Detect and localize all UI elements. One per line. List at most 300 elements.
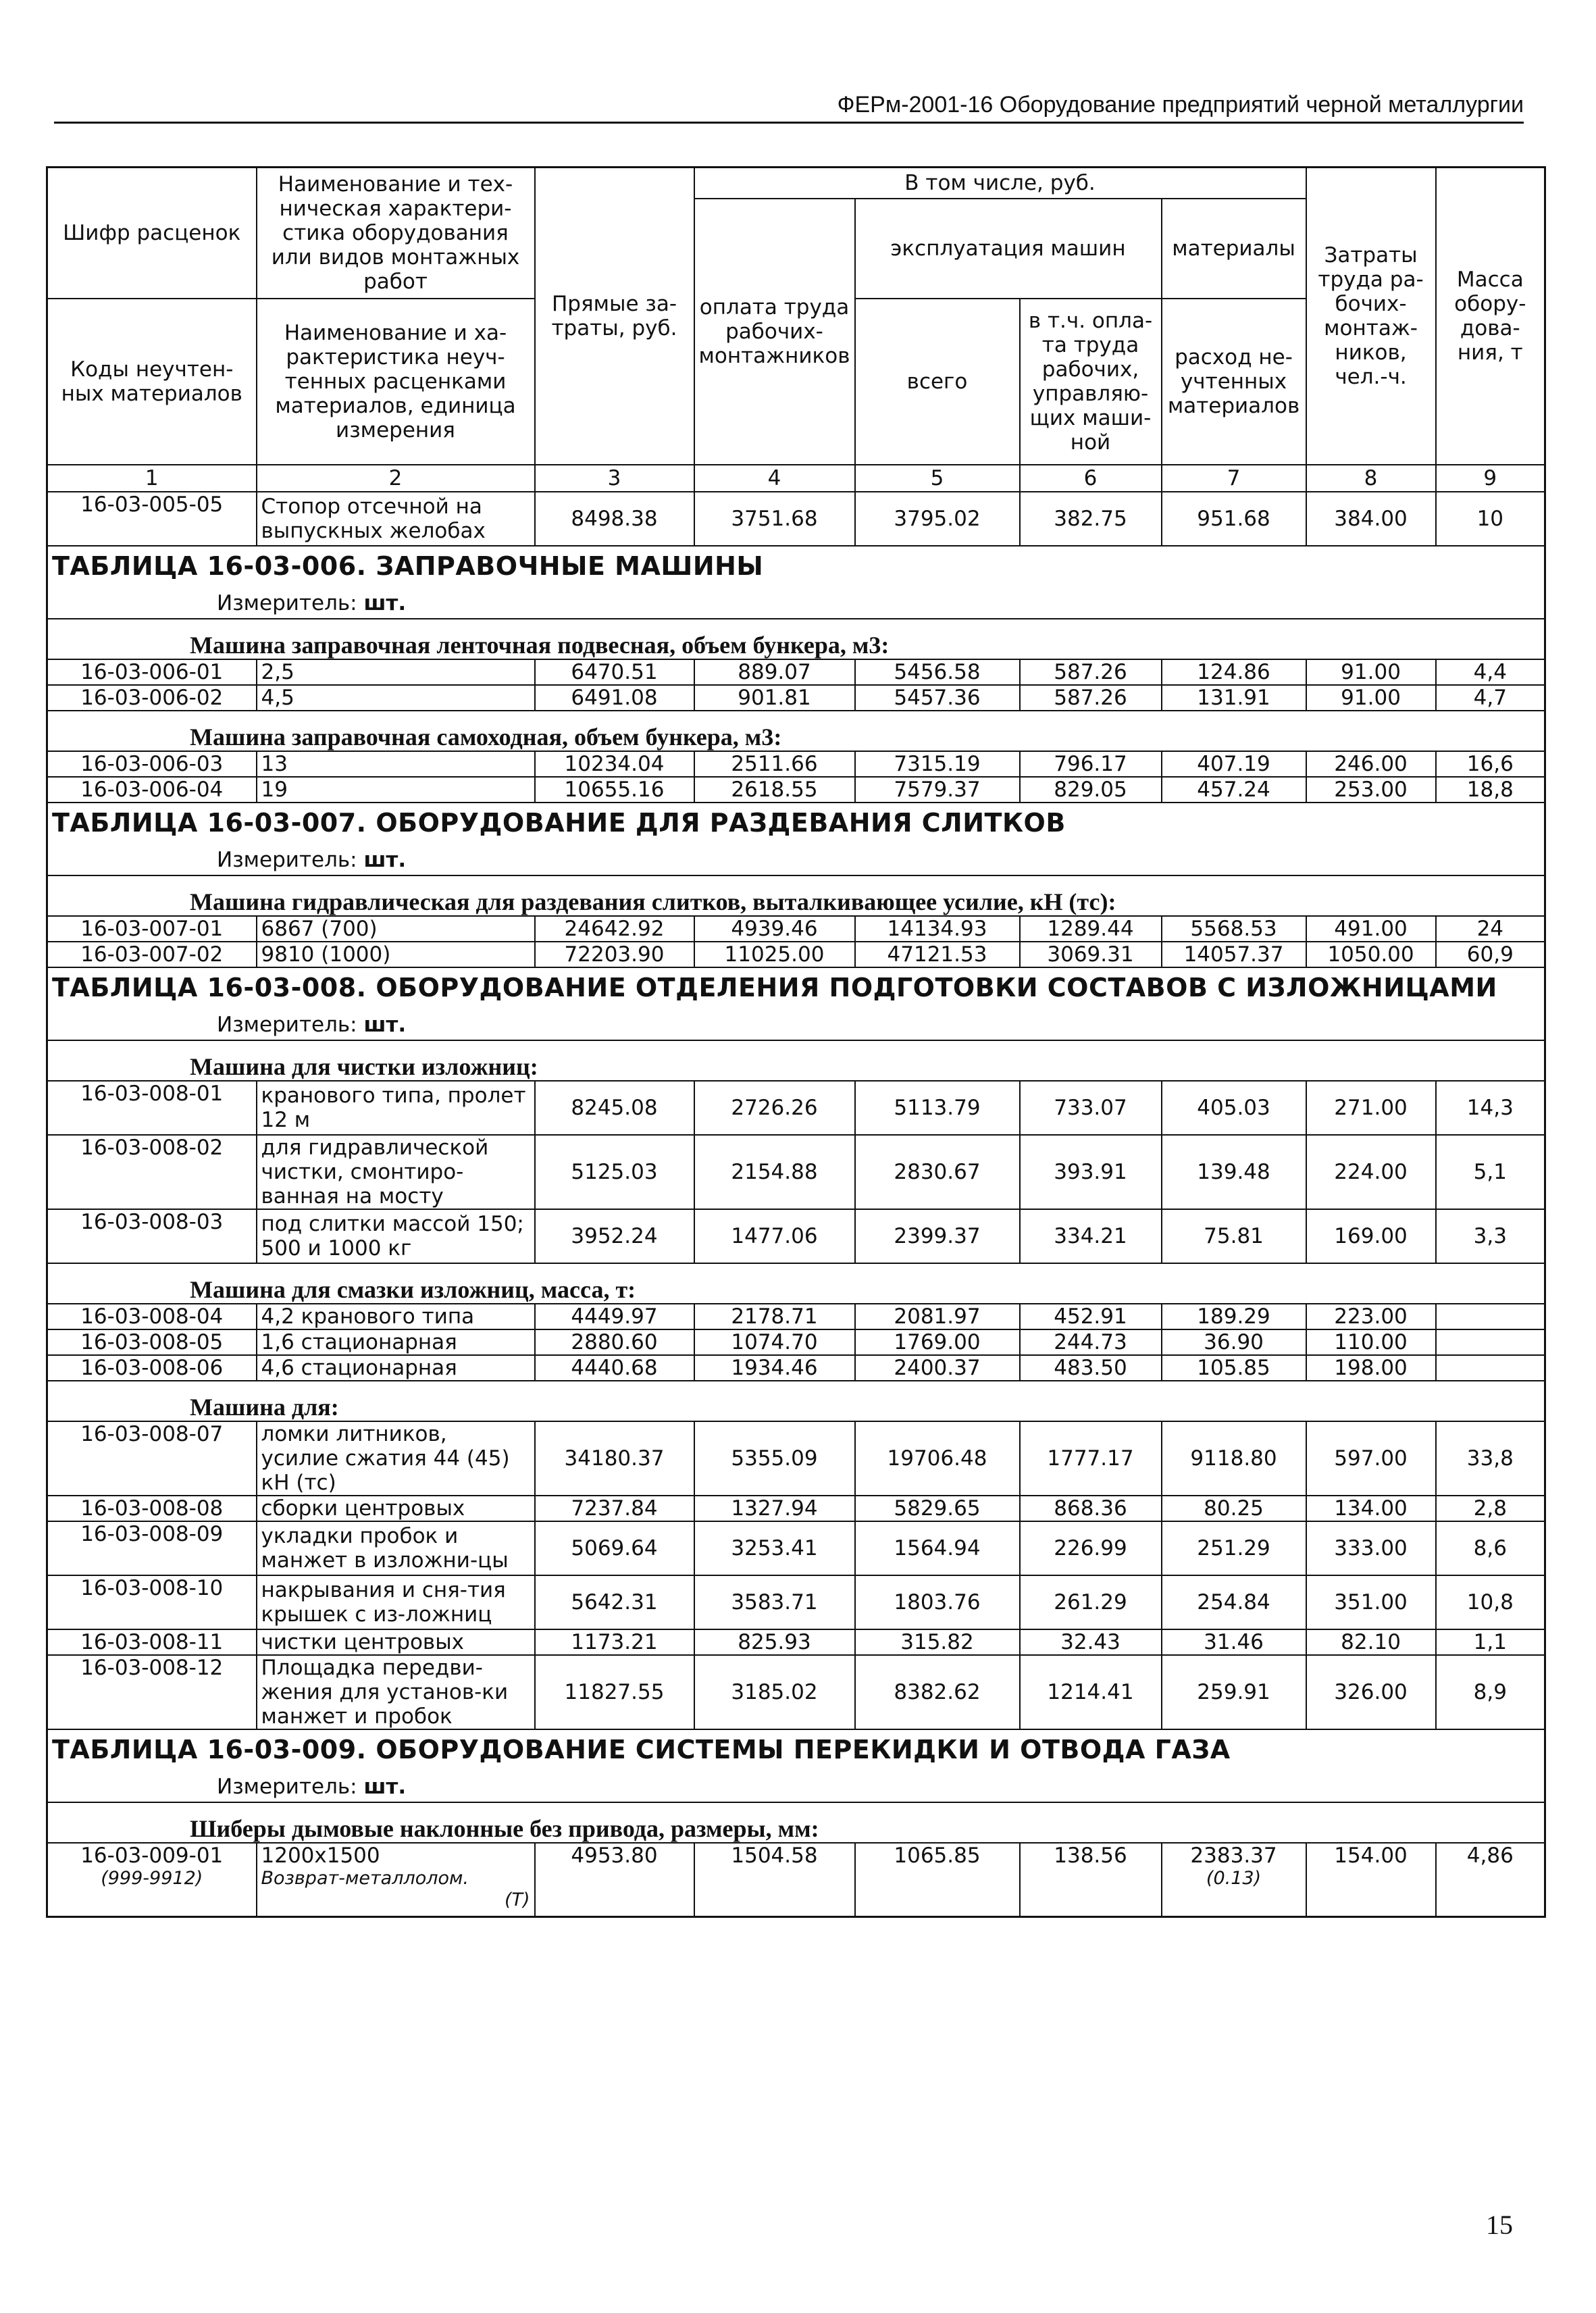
row-name: 19 <box>261 777 288 802</box>
row-value-text: 91.00 <box>1341 659 1401 684</box>
row-value-text: 2880.60 <box>571 1329 658 1354</box>
row-name-cell <box>257 916 535 942</box>
row-value <box>535 1496 694 1521</box>
row-value-text: 901.81 <box>738 685 811 710</box>
row-name: 9810 (1000) <box>261 942 391 967</box>
table-row <box>47 1496 1545 1521</box>
row-value-text: 253.00 <box>1334 777 1408 802</box>
row-value <box>694 916 855 942</box>
row-value-text: 14057.37 <box>1183 942 1284 967</box>
row-code: 16-03-008-05 <box>80 1329 224 1354</box>
row-value <box>535 942 694 967</box>
row-value-text: 91.00 <box>1341 685 1401 710</box>
row-value <box>1436 1843 1545 1917</box>
header-name: Наименование и тех-ническая характери-стика оборудования или видов монтажных работ <box>257 168 535 299</box>
row-value <box>1020 751 1162 777</box>
row-value <box>1306 1629 1436 1655</box>
row-value-text: 5125.03 <box>571 1159 658 1184</box>
row-value <box>694 1329 855 1355</box>
row-value <box>855 777 1020 803</box>
row-value <box>1162 916 1306 942</box>
row-value <box>1162 777 1306 803</box>
row-value: 10 <box>1436 492 1545 546</box>
measure-cell <box>47 588 1545 619</box>
header-including: В том числе, руб. <box>694 168 1306 199</box>
row-value <box>694 1135 855 1209</box>
row-value <box>1436 777 1545 803</box>
row-name: чистки центровых <box>261 1629 465 1654</box>
row-value-text: 110.00 <box>1334 1329 1408 1354</box>
row-value <box>1436 1575 1545 1629</box>
row-value <box>1306 1421 1436 1496</box>
measure-unit: шт. <box>363 847 407 872</box>
row-value <box>855 1655 1020 1729</box>
row-value <box>1020 777 1162 803</box>
row-code-cell <box>47 1496 257 1521</box>
row-value <box>1306 1655 1436 1729</box>
row-value-text: 254.84 <box>1197 1590 1270 1615</box>
row-name-cell <box>257 1329 535 1355</box>
row-value <box>1162 1521 1306 1575</box>
row-value <box>1162 1496 1306 1521</box>
column-number: 7 <box>1162 465 1306 492</box>
row-name: сборки центровых <box>261 1496 465 1521</box>
row-value <box>1436 751 1545 777</box>
row-value-text: 2618.55 <box>731 777 818 802</box>
row-value-text: 3069.31 <box>1047 942 1134 967</box>
row-value-text: 24 <box>1476 916 1504 941</box>
row-value-text: 6491.08 <box>571 685 658 710</box>
row-value <box>1162 1655 1306 1729</box>
row-value <box>1436 1629 1545 1655</box>
row-value <box>855 659 1020 685</box>
row-value <box>1306 942 1436 967</box>
row-name-cell <box>257 1496 535 1521</box>
table-row <box>47 777 1545 803</box>
row-value <box>1306 1575 1436 1629</box>
row-value-text: 1214.41 <box>1047 1679 1134 1704</box>
row-name-cell <box>257 1655 535 1729</box>
row-name: 4,5 <box>261 685 294 710</box>
row-value <box>1306 685 1436 711</box>
measure-label: Измеритель: <box>217 1774 364 1799</box>
table-title-row <box>47 1729 1545 1772</box>
row-value-text: 7237.84 <box>571 1496 658 1521</box>
row-code: 16-03-008-01 <box>80 1081 224 1106</box>
header-equipment-mass: Масса обору-дова-ния, т <box>1436 168 1545 465</box>
header-unaccounted-materials-name: Наименование и ха-рактеристика неуч-тенных расценками материалов, единица измерения <box>257 299 535 465</box>
header-labor-costs: Затраты труда ра-бочих-монтаж-ников, чел.-ч. <box>1306 168 1436 465</box>
row-value-text: 34180.37 <box>564 1446 665 1471</box>
group-title-cell <box>47 1381 1545 1421</box>
row-value <box>694 1629 855 1655</box>
table-title-cell <box>47 1729 1545 1772</box>
group-title: Машина заправочная самоходная, объем бункера, м3: <box>190 723 782 751</box>
row-code: 16-03-008-04 <box>80 1304 224 1329</box>
row-value <box>1306 1081 1436 1135</box>
group-title-row <box>47 711 1545 751</box>
row-value <box>535 1629 694 1655</box>
row-value-text: 4,7 <box>1473 685 1507 710</box>
row-name: Площадка передви-жения для установ-ки манжет и пробок <box>261 1655 509 1729</box>
row-value: 8498.38 <box>535 492 694 546</box>
row-value-text: 5829.65 <box>894 1496 981 1521</box>
row-value-text: 8382.62 <box>894 1679 981 1704</box>
row-value <box>1306 1135 1436 1209</box>
row-value <box>1020 1209 1162 1263</box>
row-value <box>1436 916 1545 942</box>
group-title: Машина для: <box>190 1393 339 1421</box>
row-value-text: 5456.58 <box>894 659 981 684</box>
row-name-cell <box>257 1575 535 1629</box>
row-value <box>535 1081 694 1135</box>
header-machine-operator-pay: в т.ч. опла-та труда рабочих, управляю-щих маши-ной <box>1020 299 1162 465</box>
row-value-text: 82.10 <box>1341 1629 1401 1654</box>
group-title-cell <box>47 619 1545 659</box>
row-value-text: 8245.08 <box>571 1095 658 1120</box>
group-title: Машина для чистки изложниц: <box>190 1052 538 1080</box>
row-value-text: 2178.71 <box>731 1304 818 1329</box>
row-value <box>855 1304 1020 1329</box>
row-value-text: 2830.67 <box>894 1159 981 1184</box>
row-code-cell <box>47 1421 257 1496</box>
table-row <box>47 659 1545 685</box>
row-name-cell <box>257 1081 535 1135</box>
row-value <box>1020 659 1162 685</box>
row-value-text: 457.24 <box>1197 777 1270 802</box>
row-value <box>1436 1329 1545 1355</box>
group-title-row <box>47 1263 1545 1304</box>
row-value-text: 889.07 <box>738 659 811 684</box>
row-name: 4,6 стационарная <box>261 1355 457 1380</box>
row-value-text: 10,8 <box>1466 1590 1514 1615</box>
table-row <box>47 1843 1545 1917</box>
row-value <box>1162 1329 1306 1355</box>
group-title-row <box>47 1802 1545 1843</box>
row-code-cell <box>47 685 257 711</box>
measure-cell <box>47 1772 1545 1802</box>
row-value <box>1436 1496 1545 1521</box>
measure-row <box>47 588 1545 619</box>
row-value-text: 36.90 <box>1204 1329 1264 1354</box>
row-value <box>1436 659 1545 685</box>
row-value-text: 31.46 <box>1204 1629 1264 1654</box>
row-value-text: 5568.53 <box>1190 916 1277 941</box>
row-value <box>1020 1843 1162 1917</box>
measure-label: Измеритель: <box>217 847 364 872</box>
row-name-cell <box>257 659 535 685</box>
row-value <box>694 942 855 967</box>
row-value <box>535 1575 694 1629</box>
table-row <box>47 492 1545 546</box>
row-value: 382.75 <box>1020 492 1162 546</box>
row-value-text: 226.99 <box>1054 1535 1127 1560</box>
header-unaccounted-materials-consumption: расход не-учтенных материалов <box>1162 299 1306 465</box>
row-code-cell <box>47 942 257 967</box>
row-value <box>855 1355 1020 1381</box>
group-title: Шиберы дымовые наклонные без привода, размеры, мм: <box>190 1814 819 1842</box>
row-value-text: 829.05 <box>1054 777 1127 802</box>
row-value <box>1306 777 1436 803</box>
row-code: 16-03-006-02 <box>80 685 224 710</box>
row-name: для гидравлической чистки, смонтиро-ванная на мосту <box>261 1135 489 1209</box>
row-name: накрывания и сня-тия крышек с из-ложниц <box>261 1577 506 1627</box>
row-value <box>694 1304 855 1329</box>
row-value <box>855 1135 1020 1209</box>
row-value <box>1306 916 1436 942</box>
row-code-cell <box>47 1629 257 1655</box>
row-value <box>1306 1496 1436 1521</box>
row-code-cell <box>47 1329 257 1355</box>
row-value <box>694 1209 855 1263</box>
row-value-text: 4953.80 <box>571 1843 658 1868</box>
column-number: 2 <box>257 465 535 492</box>
row-value <box>1436 1521 1545 1575</box>
running-header: ФЕРм-2001-16 Оборудование предприятий черной металлургии <box>837 92 1524 118</box>
row-value <box>1306 659 1436 685</box>
row-value-text: 5,1 <box>1473 1159 1507 1184</box>
row-value <box>1020 1629 1162 1655</box>
group-title-row <box>47 619 1545 659</box>
row-value-text: 587.26 <box>1054 659 1127 684</box>
row-name: кранового типа, пролет 12 м <box>261 1083 526 1132</box>
row-value-text: 24642.92 <box>564 916 665 941</box>
row-value-text: 224.00 <box>1334 1159 1408 1184</box>
row-value <box>694 1496 855 1521</box>
row-value <box>1162 659 1306 685</box>
row-value <box>535 751 694 777</box>
row-value <box>535 1521 694 1575</box>
row-name-cell <box>257 777 535 803</box>
row-value <box>1436 1421 1545 1496</box>
row-value-text: 2399.37 <box>894 1223 981 1248</box>
row-code-cell <box>47 1355 257 1381</box>
column-number: 9 <box>1436 465 1545 492</box>
row-value <box>1306 1843 1436 1917</box>
row-value <box>694 751 855 777</box>
row-name-cell <box>257 1304 535 1329</box>
row-value-text: 796.17 <box>1054 751 1127 776</box>
row-value <box>1162 685 1306 711</box>
row-value <box>1306 1521 1436 1575</box>
row-value-text: 80.25 <box>1204 1496 1264 1521</box>
row-value-text: 72203.90 <box>564 942 665 967</box>
row-value <box>1020 1355 1162 1381</box>
row-name: 4,2 кранового типа <box>261 1304 475 1329</box>
row-value-text: 8,6 <box>1473 1535 1507 1560</box>
row-value-text: 483.50 <box>1054 1355 1127 1380</box>
row-value <box>1436 685 1545 711</box>
header-worker-pay: оплата труда рабочих-монтажников <box>694 199 855 465</box>
row-value-text: 33,8 <box>1466 1446 1514 1471</box>
table-row <box>47 1135 1545 1209</box>
row-code-cell <box>47 777 257 803</box>
row-value <box>535 777 694 803</box>
row-name-cell <box>257 1843 535 1917</box>
row-value <box>694 685 855 711</box>
row-value <box>535 1355 694 1381</box>
row-value-text: 2081.97 <box>894 1304 981 1329</box>
table-row <box>47 1521 1545 1575</box>
row-value-text: 3583.71 <box>731 1590 818 1615</box>
row-name-cell <box>257 1135 535 1209</box>
group-title-cell <box>47 875 1545 916</box>
row-value: 3795.02 <box>855 492 1020 546</box>
row-value <box>694 1355 855 1381</box>
row-code: 16-03-006-01 <box>80 659 224 684</box>
row-value <box>1436 1081 1545 1135</box>
row-value-text: 11827.55 <box>564 1679 665 1704</box>
row-value <box>855 1575 1020 1629</box>
row-value-text: 315.82 <box>900 1629 974 1654</box>
row-material-unit: (Т) <box>504 1889 530 1910</box>
measure-cell <box>47 845 1545 875</box>
row-value-text: 1074.70 <box>731 1329 818 1354</box>
row-value <box>1020 1521 1162 1575</box>
row-value-text: 3185.02 <box>731 1679 818 1704</box>
row-value-text: 244.73 <box>1054 1329 1127 1354</box>
table-title-row <box>47 546 1545 588</box>
row-value <box>855 1081 1020 1135</box>
row-code: 16-03-008-07 <box>80 1421 224 1446</box>
column-number: 5 <box>855 465 1020 492</box>
row-name: 2,5 <box>261 659 294 684</box>
row-value <box>855 685 1020 711</box>
row-value-text: 251.29 <box>1197 1535 1270 1560</box>
measure-unit: шт. <box>363 590 407 615</box>
row-value <box>1162 1081 1306 1135</box>
row-code-cell <box>47 1655 257 1729</box>
row-value-text: 868.36 <box>1054 1496 1127 1521</box>
row-code: 16-03-008-12 <box>80 1655 224 1680</box>
group-title: Машина заправочная ленточная подвесная, объем бункера, м3: <box>190 631 890 659</box>
row-value-text: 189.29 <box>1197 1304 1270 1329</box>
row-value-text: 198.00 <box>1334 1355 1408 1380</box>
row-code-cell <box>47 1209 257 1263</box>
row-material-code: (999-9912) <box>101 1867 203 1889</box>
row-value <box>855 1496 1020 1521</box>
table-title-row <box>47 803 1545 845</box>
page-number: 15 <box>1486 2210 1513 2240</box>
row-value-text: 1,1 <box>1473 1629 1507 1654</box>
row-value-text: 6470.51 <box>571 659 658 684</box>
measure-row <box>47 1772 1545 1802</box>
row-code: 16-03-008-11 <box>80 1629 224 1654</box>
row-value <box>535 1329 694 1355</box>
row-value <box>1020 942 1162 967</box>
row-value-text: 5355.09 <box>731 1446 818 1471</box>
row-value <box>1436 1135 1545 1209</box>
header-unaccounted-materials-codes: Коды неучтен-ных материалов <box>47 299 257 465</box>
group-title-cell <box>47 1263 1545 1304</box>
row-value <box>1306 751 1436 777</box>
table-title: ТАБЛИЦА 16-03-008. ОБОРУДОВАНИЕ ОТДЕЛЕНИЯ ПОДГОТОВКИ СОСТАВОВ С ИЗЛОЖНИЦАМИ <box>52 973 1497 1002</box>
row-value <box>1020 1575 1162 1629</box>
row-name: 1200x1500 <box>261 1843 380 1868</box>
row-value <box>1436 1655 1545 1729</box>
row-value-text: 2383.37 <box>1190 1843 1277 1868</box>
table-title: ТАБЛИЦА 16-03-009. ОБОРУДОВАНИЕ СИСТЕМЫ ПЕРЕКИДКИ И ОТВОДА ГАЗА <box>52 1735 1231 1764</box>
row-value-text: 334.21 <box>1054 1223 1127 1248</box>
row-value-text: 733.07 <box>1054 1095 1127 1120</box>
row-value <box>535 1655 694 1729</box>
row-value-text: 1173.21 <box>571 1629 658 1654</box>
row-value <box>1020 1081 1162 1135</box>
row-value-text: 1504.58 <box>731 1843 818 1868</box>
row-value-text: 1065.85 <box>894 1843 981 1868</box>
row-value-text: 169.00 <box>1334 1223 1408 1248</box>
table-row <box>47 751 1545 777</box>
table-row <box>47 1655 1545 1729</box>
row-value-text: 407.19 <box>1197 751 1270 776</box>
row-name: Стопор отсечной на выпускных желобах <box>257 492 535 546</box>
group-title-row <box>47 1381 1545 1421</box>
row-value-text: 4449.97 <box>571 1304 658 1329</box>
row-value-text: 11025.00 <box>724 942 825 967</box>
row-value <box>1436 1209 1545 1263</box>
row-value-text: 47121.53 <box>887 942 987 967</box>
row-value-text: 405.03 <box>1197 1095 1270 1120</box>
row-value-text: 393.91 <box>1054 1159 1127 1184</box>
table-row <box>47 1081 1545 1135</box>
row-value-text: 452.91 <box>1054 1304 1127 1329</box>
row-value <box>1162 1304 1306 1329</box>
row-value-text: 1934.46 <box>731 1355 818 1380</box>
row-value-text: 1477.06 <box>731 1223 818 1248</box>
row-material-name: Возврат-металлолом. <box>261 1867 469 1889</box>
row-value-text: 4939.46 <box>731 916 818 941</box>
row-code: 16-03-008-09 <box>80 1521 224 1546</box>
row-code: 16-03-006-04 <box>80 777 224 802</box>
row-value <box>1162 942 1306 967</box>
row-value-text: 139.48 <box>1197 1159 1270 1184</box>
row-code: 16-03-008-10 <box>80 1575 224 1600</box>
row-value <box>1162 1209 1306 1263</box>
row-name-cell <box>257 685 535 711</box>
row-name: укладки пробок и манжет в изложни-цы <box>261 1523 509 1573</box>
row-value-text: 4,4 <box>1473 659 1507 684</box>
row-name-cell <box>257 1421 535 1496</box>
row-value <box>1020 916 1162 942</box>
row-value-text: 16,6 <box>1466 751 1514 776</box>
row-value <box>694 777 855 803</box>
row-value-text: 14,3 <box>1466 1095 1514 1120</box>
group-title: Машина для смазки изложниц, масса, т: <box>190 1275 636 1303</box>
row-code-cell <box>47 1081 257 1135</box>
row-value-text: 223.00 <box>1334 1304 1408 1329</box>
row-value-text: 1564.94 <box>894 1535 981 1560</box>
row-value-text: 1050.00 <box>1327 942 1414 967</box>
table-row <box>47 1629 1545 1655</box>
row-value-text: 333.00 <box>1334 1535 1408 1560</box>
row-value <box>1306 1304 1436 1329</box>
row-value <box>1306 1209 1436 1263</box>
row-code: 16-03-008-03 <box>80 1209 224 1234</box>
row-value <box>1436 942 1545 967</box>
row-value-text: 8,9 <box>1473 1679 1507 1704</box>
row-value-text: 75.81 <box>1204 1223 1264 1248</box>
price-table <box>46 166 1546 1918</box>
row-value <box>1162 1355 1306 1381</box>
row-value <box>535 1843 694 1917</box>
row-value-text: 1289.44 <box>1047 916 1134 941</box>
row-value <box>694 1575 855 1629</box>
row-value <box>694 1655 855 1729</box>
row-value <box>1162 1421 1306 1496</box>
row-value-text: 261.29 <box>1054 1590 1127 1615</box>
row-code-cell <box>47 751 257 777</box>
row-value-text: 1769.00 <box>894 1329 981 1354</box>
